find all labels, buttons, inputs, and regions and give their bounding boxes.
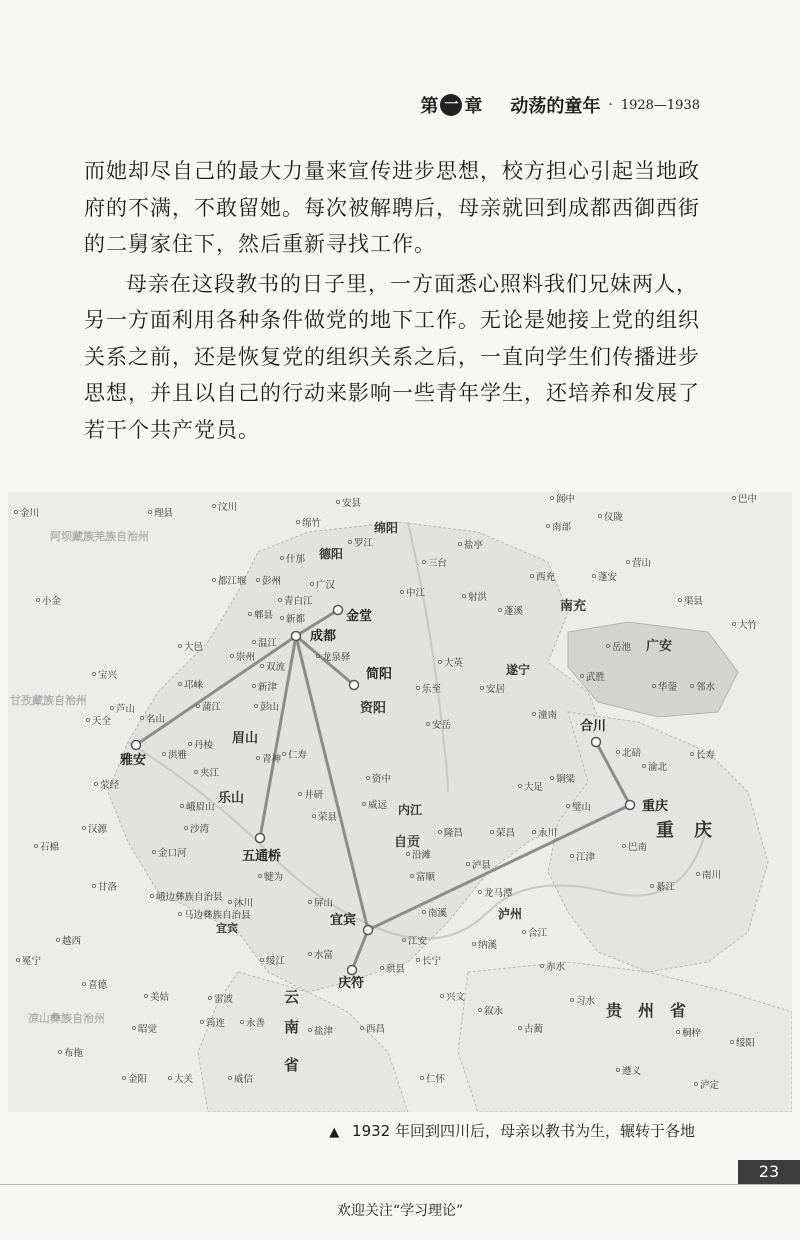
region-label-ganzi: 甘孜藏族自治州 bbox=[10, 694, 87, 707]
route-city-marker-jiantang bbox=[334, 606, 343, 615]
paragraph-2: 母亲在这段教书的日子里，一方面悉心照料我们兄妹两人，另一方面利用各种条件做党的地下工作。无论是她接上党的组织关系之前，还是恢复党的组织关系之后，一直向学生们传播进步思想，并且以自己的行动来影响一些青年学生，还培养和发展了若干个共产党员。 bbox=[84, 271, 700, 442]
town-label: 蓬溪 bbox=[504, 606, 524, 617]
bold-city-label: 乐山 bbox=[218, 791, 245, 806]
town-label: 仁怀 bbox=[426, 1074, 446, 1085]
route-city-marker-jianyang bbox=[350, 681, 359, 690]
town-marker bbox=[478, 890, 481, 893]
town-label: 青白江 bbox=[284, 596, 313, 607]
route-city-marker-chongqing bbox=[626, 801, 635, 810]
town-label: 铜梁 bbox=[556, 774, 576, 785]
town-label: 威远 bbox=[368, 800, 388, 811]
bold-city-label: 德阳 bbox=[319, 547, 344, 561]
town-label: 芦山 bbox=[116, 704, 136, 715]
town-label: 绥江 bbox=[266, 956, 286, 967]
town-label: 郫县 bbox=[254, 610, 274, 621]
town-label: 威信 bbox=[234, 1074, 254, 1085]
town-marker bbox=[150, 894, 153, 897]
town-marker bbox=[92, 884, 95, 887]
town-label: 璧山 bbox=[572, 802, 592, 813]
town-label: 筠连 bbox=[206, 1018, 226, 1029]
town-marker bbox=[36, 598, 39, 601]
town-label: 珙县 bbox=[386, 964, 406, 975]
route-city-label-yibin: 宜宾 bbox=[330, 913, 357, 928]
region-label-aba: 阿坝藏族羌族自治州 bbox=[50, 530, 149, 543]
route-city-label-hechuan: 合川 bbox=[580, 719, 607, 734]
page-divider bbox=[0, 1184, 800, 1185]
town-marker bbox=[336, 500, 339, 503]
town-label: 荥经 bbox=[100, 780, 120, 791]
paragraph-1: 而她却尽自己的最大力量来宣传进步思想，校方担心引起当地政府的不满，不敢留她。每次被解聘后，母亲就回到成都西御西街的二舅家住下，然后重新寻找工作。 bbox=[84, 159, 700, 256]
town-label: 三台 bbox=[428, 558, 448, 569]
guangan-region-shape bbox=[568, 622, 738, 717]
bold-city-label: 广安 bbox=[646, 639, 673, 654]
town-marker bbox=[58, 1050, 61, 1053]
header-separator: · bbox=[608, 97, 613, 113]
bold-city-label: 资阳 bbox=[360, 701, 387, 716]
town-label: 温江 bbox=[258, 638, 278, 649]
town-marker bbox=[732, 496, 735, 499]
caption-text: 1932 年回到四川后，母亲以教书为生，辗转于各地 bbox=[352, 1122, 695, 1140]
region-label-nan: 南 bbox=[284, 1018, 300, 1036]
town-label: 赤水 bbox=[546, 962, 566, 973]
route-city-marker-chengdu bbox=[292, 632, 301, 641]
town-label: 丹棱 bbox=[194, 740, 214, 751]
route-city-label-ya_an: 雅安 bbox=[120, 753, 147, 768]
chapter-title: 动荡的童年 bbox=[510, 96, 601, 117]
town-label: 渝北 bbox=[648, 762, 668, 773]
bold-city-label: 南充 bbox=[560, 599, 587, 614]
chongqing-region-shape bbox=[548, 712, 768, 972]
town-marker bbox=[732, 622, 735, 625]
town-label: 荣昌 bbox=[496, 828, 516, 839]
town-marker bbox=[110, 706, 113, 709]
town-label: 双流 bbox=[266, 662, 286, 673]
town-label: 北碚 bbox=[622, 748, 642, 759]
town-label: 大邑 bbox=[184, 642, 204, 653]
bold-city-label: 泸州 bbox=[498, 907, 523, 921]
town-label: 沐川 bbox=[234, 898, 254, 909]
town-label: 蓬安 bbox=[598, 572, 618, 583]
town-label: 昭觉 bbox=[138, 1024, 158, 1035]
town-label: 蒲江 bbox=[202, 702, 222, 713]
town-marker bbox=[546, 524, 549, 527]
town-label: 大英 bbox=[444, 658, 464, 669]
town-label: 岳池 bbox=[612, 642, 632, 653]
town-marker bbox=[144, 994, 147, 997]
region-label-liangshan: 凉山彝族自治州 bbox=[28, 1012, 105, 1025]
town-label: 广汉 bbox=[316, 580, 336, 591]
town-label: 綦江 bbox=[656, 882, 676, 893]
bold-city-label: 遂宁 bbox=[506, 663, 531, 677]
town-marker bbox=[56, 938, 59, 941]
route-city-marker-hechuan bbox=[592, 738, 601, 747]
town-label: 彭山 bbox=[260, 702, 280, 713]
town-marker bbox=[550, 496, 553, 499]
town-label: 武胜 bbox=[586, 672, 606, 683]
running-header bbox=[420, 92, 700, 118]
town-marker bbox=[598, 514, 601, 517]
town-label: 青神 bbox=[262, 754, 282, 765]
town-marker bbox=[208, 996, 211, 999]
town-label: 井研 bbox=[304, 790, 324, 801]
town-label: 渠县 bbox=[684, 596, 704, 607]
town-marker bbox=[592, 574, 595, 577]
route-city-marker-ya_an bbox=[132, 741, 141, 750]
town-label: 沿滩 bbox=[412, 850, 432, 861]
town-label: 绵竹 bbox=[302, 518, 322, 529]
town-label: 南部 bbox=[552, 522, 572, 533]
region-label-yun: 云 bbox=[284, 988, 300, 1006]
town-marker bbox=[122, 1076, 125, 1079]
footer-note: 欢迎关注“学习理论” bbox=[336, 1203, 464, 1219]
chapter-suffix: 章 bbox=[464, 96, 483, 117]
chapter-years: 1928—1938 bbox=[620, 97, 700, 113]
town-label: 潼南 bbox=[538, 710, 558, 721]
town-label: 沙湾 bbox=[190, 824, 210, 835]
town-label: 西昌 bbox=[366, 1024, 386, 1035]
town-label: 永川 bbox=[538, 828, 558, 839]
town-label: 甘洛 bbox=[98, 882, 118, 893]
town-marker bbox=[82, 826, 85, 829]
town-label: 安岳 bbox=[432, 720, 452, 731]
town-label: 乐至 bbox=[422, 684, 442, 695]
town-marker bbox=[16, 958, 19, 961]
town-label: 屏山 bbox=[314, 898, 334, 909]
chapter-number-badge: 一 bbox=[440, 94, 462, 116]
town-label: 峨边彝族自治县 bbox=[156, 892, 223, 903]
town-label: 喜德 bbox=[88, 980, 108, 991]
town-label: 罗江 bbox=[354, 538, 374, 549]
town-label: 营山 bbox=[632, 558, 652, 569]
town-label: 冕宁 bbox=[22, 956, 42, 967]
town-label: 龙马潭 bbox=[484, 888, 513, 899]
town-label: 大足 bbox=[524, 782, 544, 793]
town-label: 隆昌 bbox=[444, 828, 464, 839]
town-label: 什邡 bbox=[286, 554, 306, 565]
town-label: 阆中 bbox=[556, 494, 576, 505]
town-marker bbox=[522, 930, 525, 933]
town-label: 遵义 bbox=[622, 1066, 642, 1077]
town-label: 马边彝族自治县 bbox=[184, 910, 251, 921]
town-marker bbox=[94, 782, 97, 785]
town-label: 都江堰 bbox=[218, 576, 247, 587]
town-label: 南溪 bbox=[428, 908, 448, 919]
route-city-marker-wutongqiao bbox=[256, 834, 265, 843]
town-label: 洪雅 bbox=[168, 750, 188, 761]
caption-marker-icon: ▲ bbox=[329, 1125, 340, 1140]
town-label: 绥阳 bbox=[736, 1038, 756, 1049]
town-marker bbox=[440, 994, 443, 997]
town-marker bbox=[34, 844, 37, 847]
town-label: 泸县 bbox=[472, 860, 492, 871]
town-label: 金阳 bbox=[128, 1074, 148, 1085]
town-label: 纳溪 bbox=[478, 940, 498, 951]
town-label: 安县 bbox=[342, 498, 362, 509]
town-label: 安居 bbox=[486, 684, 506, 695]
route-city-label-jianyang: 简阳 bbox=[366, 667, 393, 682]
town-label: 仪陇 bbox=[604, 512, 624, 523]
town-marker bbox=[678, 598, 681, 601]
page-number: 23 bbox=[738, 1160, 800, 1184]
route-city-marker-qingfu bbox=[348, 966, 357, 975]
route-city-label-qingfu: 庆符 bbox=[338, 976, 365, 991]
town-label: 盐亭 bbox=[464, 540, 484, 551]
route-map bbox=[8, 492, 792, 1112]
town-label: 宝兴 bbox=[98, 670, 118, 681]
town-marker bbox=[178, 912, 181, 915]
town-label: 大关 bbox=[174, 1074, 194, 1085]
town-label: 崇州 bbox=[236, 652, 256, 663]
town-label: 名山 bbox=[146, 714, 166, 725]
town-label: 江津 bbox=[576, 852, 596, 863]
town-label: 石棉 bbox=[40, 842, 60, 853]
route-city-label-chongqing: 重庆 bbox=[642, 799, 669, 814]
town-label: 龙泉驿 bbox=[322, 652, 351, 663]
town-marker bbox=[148, 510, 151, 513]
town-label: 天全 bbox=[92, 716, 112, 727]
town-label: 习水 bbox=[576, 996, 596, 1007]
town-marker bbox=[86, 718, 89, 721]
town-label: 金川 bbox=[20, 508, 40, 519]
town-marker bbox=[472, 942, 475, 945]
bold-city-label: 内江 bbox=[398, 803, 423, 817]
bold-city-label: 宜宾 bbox=[216, 922, 238, 935]
town-label: 美姑 bbox=[150, 992, 170, 1003]
route-city-label-wutongqiao: 五通桥 bbox=[242, 849, 282, 864]
town-label: 犍为 bbox=[264, 872, 284, 883]
town-label: 桐梓 bbox=[682, 1028, 702, 1039]
town-label: 峨眉山 bbox=[186, 802, 215, 813]
chapter-prefix: 第 bbox=[420, 96, 439, 117]
bold-city-label: 绵阳 bbox=[374, 521, 399, 535]
bold-city-label: 自贡 bbox=[394, 835, 421, 850]
town-label: 夹江 bbox=[200, 768, 220, 779]
town-label: 汶川 bbox=[218, 502, 238, 513]
town-label: 长宁 bbox=[422, 956, 442, 967]
town-marker bbox=[132, 1026, 135, 1029]
town-label: 汉源 bbox=[88, 824, 108, 835]
town-label: 邻水 bbox=[696, 682, 716, 693]
guizhou-region-shape bbox=[458, 962, 792, 1112]
town-marker bbox=[178, 644, 181, 647]
town-label: 古蔺 bbox=[524, 1024, 544, 1035]
town-label: 华蓥 bbox=[658, 682, 678, 693]
town-label: 中江 bbox=[406, 588, 426, 599]
town-marker bbox=[416, 958, 419, 961]
chapter-label bbox=[420, 92, 482, 118]
town-marker bbox=[14, 510, 17, 513]
town-marker bbox=[626, 560, 629, 563]
yunnan-region-shape bbox=[198, 972, 408, 1112]
figure-caption bbox=[329, 1120, 695, 1141]
town-label: 越西 bbox=[62, 936, 82, 947]
town-label: 合江 bbox=[528, 928, 548, 939]
town-label: 兴文 bbox=[446, 992, 466, 1003]
town-marker bbox=[168, 1076, 171, 1079]
town-label: 长寿 bbox=[696, 750, 716, 761]
town-marker bbox=[200, 1020, 203, 1023]
town-label: 新都 bbox=[286, 614, 306, 625]
town-marker bbox=[296, 520, 299, 523]
town-marker bbox=[212, 578, 215, 581]
town-label: 富顺 bbox=[416, 872, 436, 883]
town-label: 金口河 bbox=[158, 848, 187, 859]
town-label: 仁寿 bbox=[288, 750, 308, 761]
town-label: 盐津 bbox=[314, 1026, 334, 1037]
town-label: 永善 bbox=[246, 1018, 266, 1029]
town-label: 荣县 bbox=[318, 812, 338, 823]
route-city-label-chengdu: 成都 bbox=[310, 629, 337, 644]
town-label: 巴中 bbox=[738, 494, 758, 505]
town-label: 理县 bbox=[154, 508, 174, 519]
map-canvas bbox=[8, 492, 792, 1112]
region-label-guizhou: 贵州省 bbox=[606, 1001, 703, 1020]
town-label: 彭州 bbox=[262, 576, 282, 587]
town-label: 水富 bbox=[314, 950, 334, 961]
town-label: 江安 bbox=[408, 936, 428, 947]
town-label: 巴南 bbox=[628, 842, 648, 853]
town-label: 射洪 bbox=[468, 592, 488, 603]
town-marker bbox=[92, 672, 95, 675]
town-label: 雷波 bbox=[214, 994, 234, 1005]
town-label: 泸定 bbox=[700, 1080, 720, 1091]
town-marker bbox=[420, 1076, 423, 1079]
town-label: 南川 bbox=[702, 870, 722, 881]
town-label: 资中 bbox=[372, 774, 392, 785]
body-text bbox=[84, 153, 704, 448]
region-label-chongqing: 重庆 bbox=[656, 820, 732, 841]
town-label: 邛崃 bbox=[184, 680, 204, 691]
town-label: 西充 bbox=[536, 572, 556, 583]
town-label: 布拖 bbox=[64, 1048, 84, 1059]
bold-city-label: 眉山 bbox=[232, 731, 259, 746]
town-label: 大竹 bbox=[738, 620, 758, 631]
route-city-label-jiantang: 金堂 bbox=[346, 609, 373, 624]
town-label: 叙永 bbox=[484, 1006, 504, 1017]
town-marker bbox=[212, 504, 215, 507]
region-label-sheng: 省 bbox=[284, 1056, 300, 1074]
town-marker bbox=[82, 982, 85, 985]
town-label: 小金 bbox=[42, 596, 62, 607]
town-label: 新津 bbox=[258, 682, 278, 693]
route-city-marker-yibin bbox=[364, 926, 373, 935]
